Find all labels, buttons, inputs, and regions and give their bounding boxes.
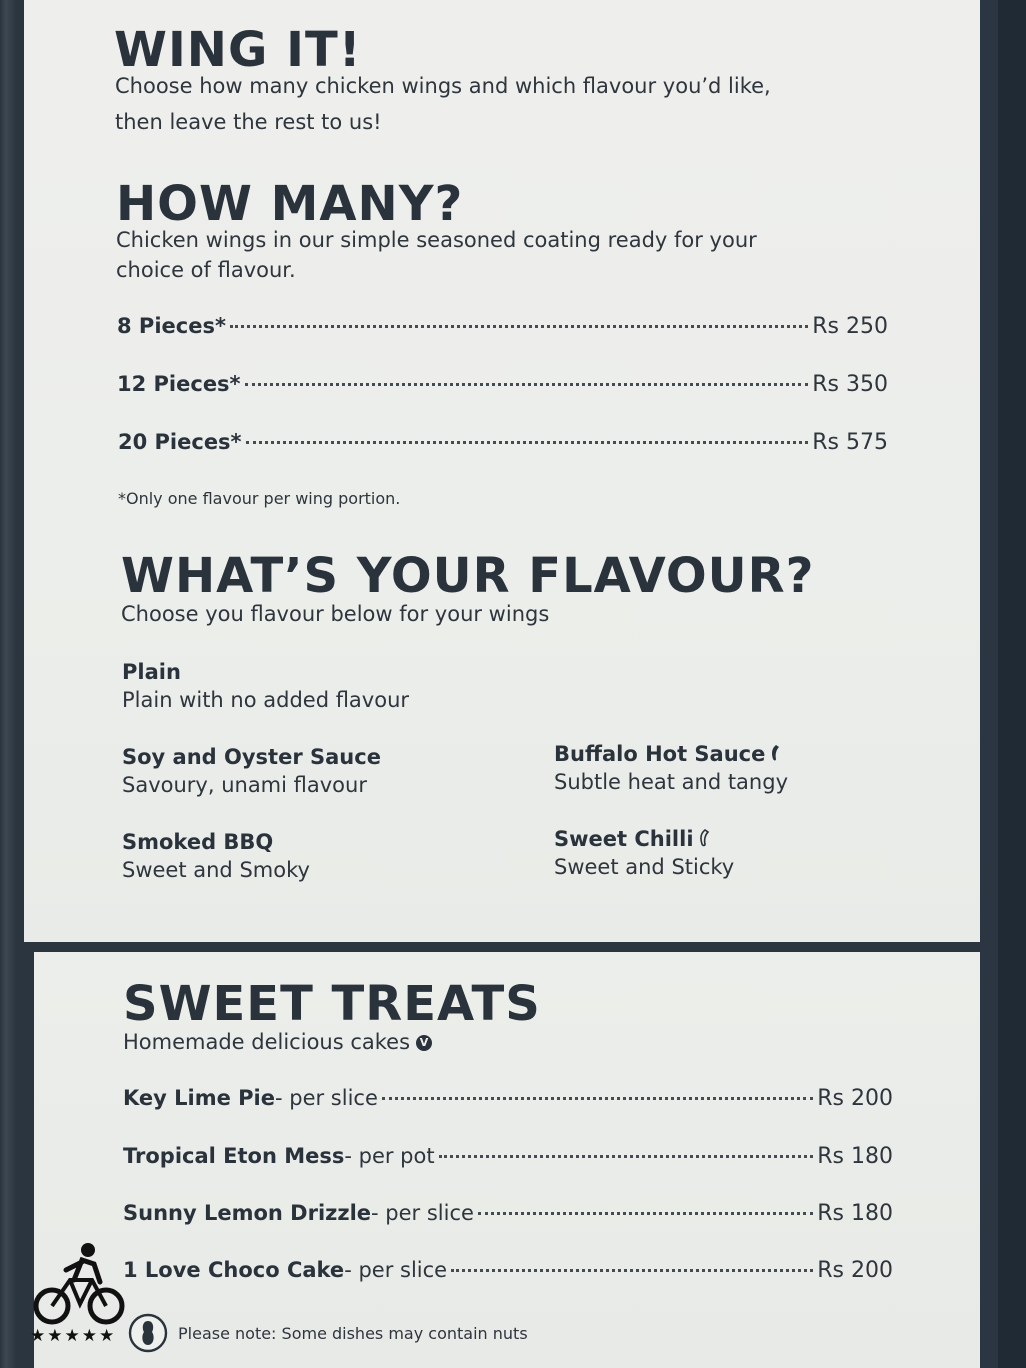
flavour-desc: Savoury, unami flavour [122, 773, 367, 797]
flavour-name: Soy and Oyster Sauce [122, 745, 381, 769]
flavour-desc: Subtle heat and tangy [554, 770, 788, 794]
chili-icon [698, 828, 710, 852]
portion-price: Rs 250 [812, 314, 888, 339]
flavour-desc: Sweet and Smoky [122, 858, 310, 882]
flavour-name-with-icon [554, 742, 781, 767]
portion-price: Rs 575 [812, 430, 888, 455]
cake-label: Key Lime Pie [123, 1086, 275, 1110]
wings-panel [24, 0, 980, 942]
cake-label: 1 Love Choco Cake [123, 1258, 345, 1282]
portion-price: Rs 350 [812, 372, 888, 397]
cake-row [123, 1144, 893, 1169]
wing-portion-row [118, 430, 888, 455]
cake-portion: - per pot [344, 1144, 435, 1168]
wing-it-intro-line2: then leave the rest to us! [115, 110, 382, 134]
how-many-title: HOW MANY? [116, 176, 464, 232]
portion-label: 20 Pieces* [118, 430, 242, 454]
leader-dots [246, 441, 809, 444]
how-many-desc-line1: Chicken wings in our simple seasoned coating ready for your [116, 228, 757, 252]
cake-portion: - per slice [275, 1086, 378, 1110]
wing-it-title: WING IT! [114, 22, 362, 78]
flavour-title: WHAT’S YOUR FLAVOUR? [121, 548, 815, 604]
vegetarian-badge-icon: V [416, 1035, 432, 1051]
sweet-treats-subtitle-row [123, 1030, 432, 1054]
leader-dots [230, 325, 808, 328]
flavour-name: Buffalo Hot Sauce [554, 742, 766, 766]
flavour-name: Smoked BBQ [122, 830, 274, 854]
frame-right-edge-dark [998, 0, 1026, 1368]
leader-dots [478, 1212, 813, 1215]
cake-label: Tropical Eton Mess [123, 1144, 345, 1168]
cake-price: Rs 180 [817, 1201, 893, 1226]
portion-label: 8 Pieces* [117, 314, 226, 338]
cake-label: Sunny Lemon Drizzle [123, 1201, 372, 1225]
cyclist-logo-icon [30, 1240, 134, 1348]
cake-price: Rs 200 [817, 1258, 893, 1283]
flavour-name: Plain [122, 660, 181, 684]
wing-portion-row [117, 372, 888, 397]
wing-it-intro-line1: Choose how many chicken wings and which flavour you’d like, [115, 74, 771, 98]
wing-portion-row [117, 314, 888, 339]
cake-row [123, 1201, 893, 1226]
flavour-desc: Sweet and Sticky [554, 855, 735, 879]
leader-dots [245, 383, 809, 386]
cake-price: Rs 200 [817, 1086, 893, 1111]
chili-icon [769, 743, 781, 767]
flavour-name: Sweet Chilli [554, 827, 694, 851]
cake-row [123, 1086, 893, 1111]
nut-allergy-note: Please note: Some dishes may contain nuts [178, 1324, 528, 1343]
cake-portion: - per slice [371, 1201, 474, 1225]
cake-portion: - per slice [344, 1258, 448, 1282]
leader-dots [439, 1155, 814, 1158]
nut-allergy-icon [128, 1313, 168, 1353]
leader-dots [451, 1269, 813, 1272]
flavour-name-with-icon [554, 827, 710, 852]
portion-label: 12 Pieces* [117, 372, 241, 396]
how-many-desc-line2: choice of flavour. [116, 258, 296, 282]
sweet-treats-subtitle: Homemade delicious cakes [123, 1030, 411, 1054]
cake-price: Rs 180 [817, 1144, 893, 1169]
flavour-desc: Plain with no added flavour [122, 688, 410, 712]
flavour-subtitle: Choose you flavour below for your wings [121, 602, 550, 626]
sweet-treats-title: SWEET TREATS [123, 976, 541, 1032]
cake-row [123, 1258, 893, 1283]
portion-footnote: *Only one flavour per wing portion. [118, 489, 401, 508]
leader-dots [382, 1097, 813, 1100]
rating-stars: ★★★★★ [30, 1326, 117, 1346]
